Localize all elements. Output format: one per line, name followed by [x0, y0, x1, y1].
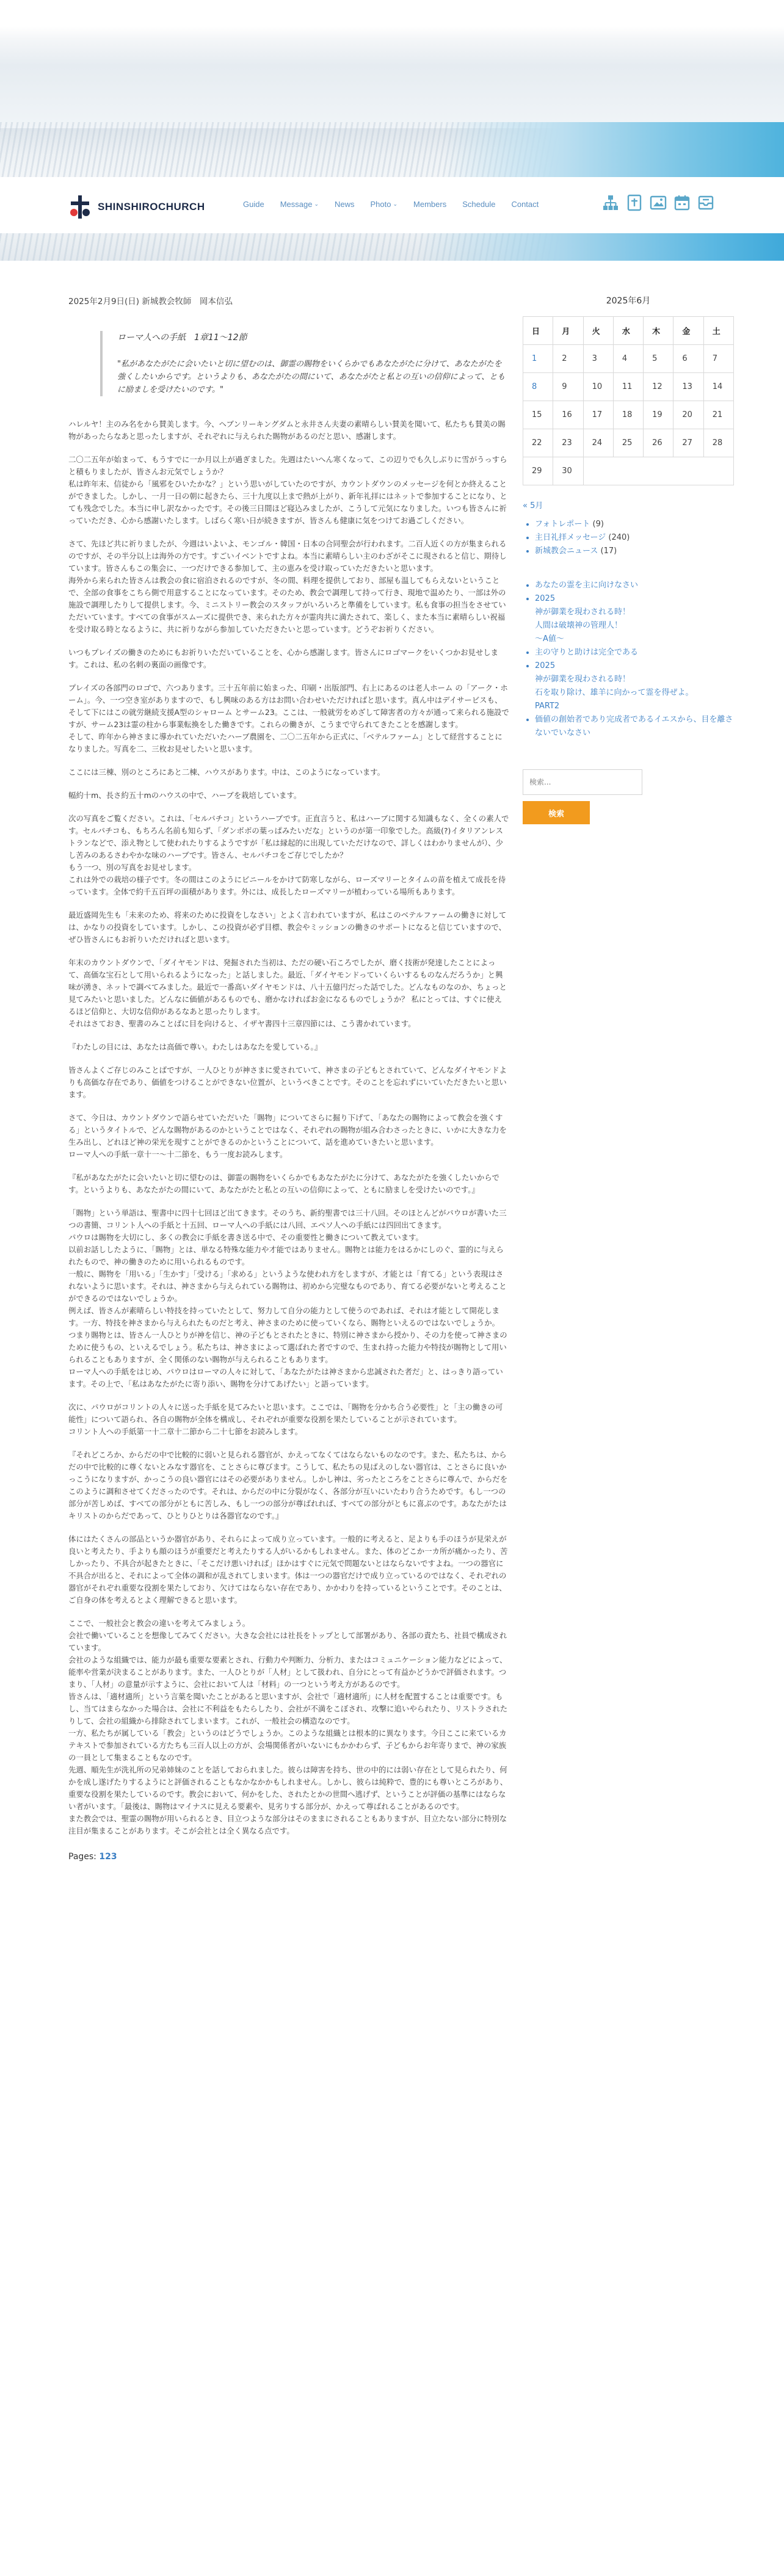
calendar-weekday: 土 [703, 317, 733, 345]
category-label: 主日礼拝メッセージ [535, 533, 606, 542]
article-paragraph: 幅約十m、長さ約五十mのハウスの中で、ハーブを栽培しています。 [68, 791, 302, 800]
nav-label: Contact [511, 200, 539, 209]
calendar-week [523, 429, 734, 457]
calendar-day: 5 [644, 345, 673, 373]
calendar-day: 28 [703, 429, 733, 457]
logo-text: SHINSHIROCHURCH [98, 201, 205, 212]
search-input[interactable] [523, 769, 642, 795]
calendar-weekday: 水 [613, 317, 643, 345]
nav-label: Message [280, 200, 313, 209]
article-paragraph: ここで、一般社会と教会の違いを考えてみましょう。 会社で働いていることを想像してみてください。大きな会社には社長をトップとして部署があり、各部の責たち、社員で構成されています。 会社のような組織では、能力が最も重要な要素とされ、行動力や判断力、分析力、またはコミュニケーション能力などによって、能率や営業が決まることがあります。また、一人ひとりが「人材」として扱われ、自分にとって有益かどうかで評価されます。つまり、「人材」の意量が示すように、会社において人は「材料」の一つという考え方があるのです。 皆さんは、「適材適所」という言葉を聞いたことがあると思いますが、会社で「適材適所」に人材を配置することは重要です。もし、当てはまらなかった場合は、会社に不利益をもたらしたり、会社が不満をこぼされ、攻撃に追いやられたり、リストラされたりして、会社の組織から排除されてしまいます。これが、一般社会の構造なのです。 一方、私たちが属している「教会」というのはどうでしょうか。このような組織とは根本的に異なります。今日ここに来ているカテキストで参加されている方たちも三百人以上の方が、会場関係者がいないにもかかわらず、子どもからお年寄りまで、神の家族の一員として集まることもなのです。 先週、順先生が洗礼所の兄弟姉妹のことを話しておられました。彼らは障害を持ち、世の中的には弱い存在として見られたり、何かを成し遂げたりするようにと評価されることもなかなかかもしれません。しかし、彼らは純粋で、豊的にも尊いところがあり、重要な役割を果たしているのです。教会において、何かをした、されたとかの世間へ逃げず、ということが評価の基準にはならない者がいます。「最後は、賜物はマイナスに見える要素や、見劣りする部分が、かえって尊ばれることがあるのです。 また教会では、聖霊の賜物が用いられるとき、目立つような部分はそのままにされることもありますが、目立たない部分に特別な注目が集まることがあります。そこが会社とは全く異なる点です。 [68, 1619, 508, 1835]
main-nav [243, 200, 539, 209]
search-button[interactable]: 検索 [523, 801, 590, 824]
article-paragraph: ハレルヤ！主のみ名をから賛美します。今、ヘブンリーキングダムと永井さん夫妻の素晴らしい賛美を聞いて、私たちも賛美の賜物があったらなあと思ったしますが、それぞれに与えられた賜物があるのだと思い、感謝します。 [68, 419, 506, 441]
calendar-week [523, 373, 734, 401]
header-bottom-sea [418, 233, 784, 261]
calendar-week [523, 401, 734, 429]
pagination [68, 1852, 509, 1862]
recent-post-link[interactable]: • 価値の創始者であり完成者であるイエスから、目を離さないでいなさい [535, 713, 734, 740]
recent-post-link[interactable]: • 2025 [535, 592, 734, 606]
article-paragraph: 皆さんよくご存じのみことばですが、一人ひとりが神さまに愛されていて、神さまの子どもとされていて、どんなダイヤモンドよりも高価な存在であり、価値をつけることができない位置が、というべきことです。そのことを忘れずにいていただきたいと思います。 [68, 1065, 507, 1099]
inbox-icon[interactable] [697, 194, 714, 211]
nav-label: Guide [243, 200, 264, 209]
calendar-weekday: 木 [644, 317, 673, 345]
article [68, 294, 509, 1862]
recent-posts-list [535, 579, 734, 740]
calendar-day: 17 [583, 401, 613, 429]
recent-post-link[interactable]: • 2025 [535, 659, 734, 673]
calendar-day-link[interactable]: 8 [523, 373, 553, 401]
page-links[interactable]: 123 [99, 1852, 117, 1862]
calendar-icon[interactable] [673, 194, 691, 211]
site-logo[interactable] [67, 194, 205, 220]
calendar-prev-month-link[interactable]: « 5月 [523, 501, 543, 510]
article-paragraph: 次の写真をご覧ください。これは、「セルパチコ」というハーブです。正直言うと、私はハーブに関する知識もなく、全くの素人です。セルパチコも、もちろん名前も知らず、「ダンボボの葉っぱみたいだな」というのが第一印象でした。高級(?)イタリアンレストランなどで、添え物として使われたりするようですが「私は縁起的に出現していただけなので、詳しくはわかりませんが）、少し苦みのあるさわやかな味のハーブです。皆さん、セルパチコをご存じでしたか？ もう一つ、別の写真をお見せします。 これは外での栽培の様子です。冬の間はこのようにビニールをかけて防寒しながら、ローズマリーとタイムの苗を植えて成長を待っています。全体で約千五百坪の面積があります。外には、成長したローズマリーが植わっている場所もあります。 [68, 814, 509, 896]
category-item[interactable] [535, 531, 734, 545]
nav-members[interactable] [413, 200, 446, 209]
nav-message[interactable] [280, 200, 319, 209]
calendar-day-link[interactable]: 1 [523, 345, 553, 373]
nav-label: News [335, 200, 355, 209]
pages-label: Pages: [68, 1852, 96, 1862]
org-chart-icon[interactable] [602, 194, 619, 211]
article-meta: 2025年2月9日(日) 新城教会牧師 岡本信弘 [68, 297, 233, 307]
calendar-caption: 2025年6月 [606, 296, 651, 306]
category-item[interactable] [535, 545, 734, 558]
nav-photo[interactable] [371, 200, 398, 209]
recent-post-link[interactable]: • あなたの霊を主に向けなさい [535, 579, 734, 592]
calendar-day: 3 [583, 345, 613, 373]
recent-post-link[interactable]: 〜A値〜 [535, 634, 564, 644]
sidebar [523, 294, 734, 824]
calendar-day: 10 [583, 373, 613, 401]
calendar-day: 23 [553, 429, 583, 457]
article-paragraph: 次に、パウロがコリントの人々に送った手紙を見てみたいと思います。ここでは、「賜物を分かち合う必要性」と「主の働きの可能性」について語られ、各自の賜物が全体を構成し、それぞれが重要な役割を果たしていることが示されています。 コリント人への手紙第一十二章十二節から二十七節をお読みします。 [68, 1402, 503, 1436]
calendar-day: 19 [644, 401, 673, 429]
recent-post-link[interactable]: 人間は破壊神の管理人！ [535, 621, 623, 630]
recent-post-link[interactable]: • 主の守りと助けは完全である [535, 646, 734, 659]
calendar-weekday: 月 [553, 317, 583, 345]
calendar-day: 20 [673, 401, 703, 429]
calendar-day: 18 [613, 401, 643, 429]
calendar-day: 6 [673, 345, 703, 373]
article-paragraph: 年末のカウントダウンで、「ダイヤモンドは、発掘された当初は、ただの硬い石ころでしたが、磨く技術が発達したことによって、高価な宝石として用いられるようになった」と話しました。最近、「ダイヤモンドっていくらいするものなんだろうか」と興味が湧き、ネットで調べてみました。最近で一番高いダイヤモンドは、八十五億円だった話でした。どんなものなのか、ちょっと見てみたいと思いました。どんなに価値があるものでも、磨かなければお金になるものでしょうか？ 私にとっては、すぐに使えるほど信仰と、大切な信仰があるなあと思ったりします。 それはさておき、聖書のみことばに目を向けると、イザヤ書四十三章四節には、こう書かれています。 [68, 958, 507, 1028]
calendar-day: 26 [644, 429, 673, 457]
calendar-day: 30 [553, 457, 583, 485]
header-bottom-band [0, 233, 784, 261]
category-list [535, 518, 734, 558]
calendar-day: 22 [523, 429, 553, 457]
search-form [523, 769, 734, 824]
nav-label: Photo [370, 200, 391, 209]
calendar-day: 11 [613, 373, 643, 401]
calendar [523, 316, 734, 485]
article-paragraph: 『それどころか、からだの中で比較的に弱いと見られる器官が、かえってなくてはならないものなのです。また、私たちは、からだの中で比較的に尊くないとみなす器官を、ことさらに尊びます。こうして、私たちの見ばえのしない器官は、ことさらに良いかっこうになりますが、かっこうの良い器官にはその必要がありません。しかし神は、劣ったところをことさらに尊んで、からだをこのように調和させてくださったのです。それは、からだの中に分裂がなく、各部分が互いにいたわり合うためです。もし一つの部分が苦しめば、すべての部分がともに苦しみ、もし一つの部分が尊ばれれば、すべての部分がともに喜ぶのです。あなたがたはキリストのからだであって、ひとりひとりは各器官なのです。』 [68, 1450, 508, 1520]
calendar-day: 7 [703, 345, 733, 373]
calendar-day: 16 [553, 401, 583, 429]
category-count: (17) [600, 546, 617, 556]
calendar-day: 12 [644, 373, 673, 401]
calendar-weekday-row [523, 317, 734, 345]
article-paragraph: 『わたしの目には、あなたは高価で尊い。わたしはあなたを愛している。』 [68, 1042, 322, 1051]
calendar-day: 24 [583, 429, 613, 457]
calendar-day: 13 [673, 373, 703, 401]
chevron-down-icon: ⌄ [393, 201, 398, 207]
scripture-quote [100, 331, 509, 396]
calendar-day: 2 [553, 345, 583, 373]
calendar-day: 4 [613, 345, 643, 373]
calendar-day: 15 [523, 401, 553, 429]
calendar-weekday: 日 [523, 317, 553, 345]
article-paragraph: 最近盛岡先生も「未来のため、将来のために投資をしなさい」とよく言われていますが、私はこのベテルファームの働きに対しては、かなりの投資をしています。しかし、この投資が必ず目標、教会やミッションの働きのサポートになると信じていますので、ぜひ皆さんにもお祈りいただければと思います。 [68, 910, 507, 944]
article-paragraph: さて、今日は、カウントダウンで語らせていただいた「賜物」についてさらに掘り下げて、「あなたの賜物によって教会を強くする」というタイトルで、どんな賜物があるのかということではなく、それぞれの賜物が組み合わさったときに、いかに大きな力を生み出し、どれほど神の栄光を現すことができるのかということについて、話を進めていきたいと思います。 ローマ人への手紙一章十一〜十二節を、もう一度お読みします。 [68, 1113, 507, 1159]
nav-label: Schedule [462, 200, 496, 209]
category-count: (9) [592, 520, 604, 529]
article-paragraph: プレイズの各部門のロゴで、六つあります。三十五年前に始まった、印刷・出版部門、右上にあるのは老人ホーム の「アーク・ホーム」。今、一つ空き室がありますので、もし興味のある方はお問い合わせいただければと思います。真ん中はデイサービスも、そして下にはこの就労継続支援A型のシャローム とサーム23。ここは、一般就労をめざして障害者の方々が通って来られる施設ですが、サーム23は霊の柱から事業転換をした働きです。これらの働きが、こうまで守られてきたことを感謝します。 そして、昨年から神さまに導かれていただいたハーブ農園を、二〇二五年から正式に、「ベテルファーム」として経営することになりました。写真を二、三枚お見せしたいと思います。 [68, 683, 509, 753]
category-label: フォトレポート [535, 520, 590, 529]
calendar-day: 27 [673, 429, 703, 457]
nav-news[interactable] [335, 200, 355, 209]
quote-title: ローマ人への手紙 1章11〜12節 [117, 333, 247, 343]
article-paragraph: さて、先ほど共に祈りましたが、今週はいよいよ、モンゴル・韓国・日本の合同聖会が行われます。二百人近くの方が集まられるのですが、その半分以上は海外の方です。すごいイベントですよね。本当に素晴らしい主のわざがそこに現されると信じ、期待しています。皆さんもこの集会に、一つだけできる参加して、主の恵みを受け取っていただきたいと思います。 海外から来られた皆さんは教会の食に宿泊されるのですが、冬の間、料理を提供しており、部屋も温してもらえないということで、全部の食事をこちら側で用意することになっています。そのため、教会で調理して持って行き、現地で温めたり、一部は外の施設で調理したりして提供します。今、ミニストリー教会のスタッフがいろいろと準備をしています。私も食事の担当をさせていただいています。すべての食事がスムーズに提供でき、来られた方々が霊肉共に満たされて、楽しく、また本当に素晴らしい祝福を受け取る時となるように、共に祈りながら参加していただきたいと思っています。どうぞお祈りください。 [68, 539, 507, 634]
calendar-weekday: 金 [673, 317, 703, 345]
calendar-weekday: 火 [583, 317, 613, 345]
nav-contact[interactable] [511, 200, 539, 209]
calendar-day: 9 [553, 373, 583, 401]
church-photo-icon[interactable] [650, 194, 667, 211]
recent-post-link[interactable]: 石を取り除け、雄羊に向かって霊を得ぜよ。 [535, 688, 694, 697]
calendar-day: 29 [523, 457, 553, 485]
category-count: (240) [608, 533, 630, 542]
calendar-day: 21 [703, 401, 733, 429]
quote-body: "私があなたがたに会いたいと切に望むのは、御霊の賜物をいくらかでもあなたがたに分けて、あなたがたを強くしたいからです。というよりも、あなたがたの間にいて、あなたがたと私との互いの信仰によって、ともに励ましを受けたいのです。" [117, 360, 506, 394]
article-paragraph: いつもプレイズの働きのためにもお祈りいただいていることを、心から感謝します。皆さんにロゴマークをいくつかお見せします。これは、私の名刺の裏面の画像です。 [68, 648, 499, 669]
header-background [0, 0, 784, 131]
calendar-week [523, 457, 734, 485]
chevron-down-icon: ⌄ [314, 201, 319, 207]
category-label: 新城教会ニュース [535, 546, 598, 556]
article-paragraph: 『私があなたがたに会いたいと切に望むのは、御霊の賜物をいくらかでもあなたがたに分けて、あなたがたを強くしたいからです。というよりも、あなたがたの間にいて、あなたがたと私との互いの信仰によって、ともに励ましを受けたいのです。』 [68, 1173, 499, 1194]
article-paragraph: 体にはたくさんの部品というか器官があり、それらによって成り立っています。一般的に考えると、足よりも手のほうが見栄えが良いと考えたり、手よりも顔のほうが重要だと考えたりする人がいるかもしれません。また、体のどこか一カ所が痛かったり、苦しかったり、不具合が起きたときに、「そこだけ悪いければ」ほかはすぐに元気で問題ないとはならないですよね。一つの器官に不具合が出ると、それによって全体の調和が乱されてしまいます。体は一つの器官だけで成り立っているのではなく、それぞれの器官がそれぞれ重要な役割を果たしており、欠けてはならない存在であり、かかわりを持っているということです。そのことは、ご自身の体を考えるとよく理解できると思います。 [68, 1534, 508, 1605]
category-item[interactable] [535, 518, 734, 531]
header-icon-links [602, 194, 714, 211]
article-body [68, 418, 509, 1837]
calendar-week [523, 345, 734, 373]
recent-post-link[interactable]: PART2 [535, 702, 560, 711]
recent-post-link[interactable]: 神が御業を現わされる時！ [535, 675, 631, 684]
article-paragraph: 「賜物」という単語は、聖書中に四十七回ほど出てきます。そのうち、新約聖書では三十八回。そのほとんどがパウロが書いた三つの書簡、コリント人への手紙と十五回、ローマ人への手紙には八回、エペソ人への手紙には四回出てきます。 パウロは賜物を大切にし、多くの教会に手紙を書き送る中で、その重要性と働きについて教えています。 以前お話ししたように、「賜物」とは、単なる特殊な能力や才能ではありません。賜物とは能力をはるかにしのぐ、霊的に与えられたもので、神の働きのために用いられるものです。 一般に、賜物を「用いる」「生かす」「受ける」「求める」というような使われ方をしますが、才能とは「育てる」という表現はされないように思います。それは、神さまから与えられている賜物は、初めから完璧なものであり、育てる必要がないと考えることができるのではないでしょうか。 例えば、皆さんが素晴らしい特技を持っていたとして、努力して自分の能力として使うのであれば、それは才能として開花します。一方、特技を神さまから与えられたものだと考え、神さまのために使っていくなら、賜物といえるのではないでしょうか。 つまり賜物とは、皆さん一人ひとりが神を信じ、神の子どもとされたときに、特別に神さまから授かり、その力を使って神さまのために使うもの、といえるでしょう。私たちは、神さまによって選ばれた者ですので、生まれ持った能力や特技が賜物として用いられることもありますが、全く関係のない賜物が与えられることもあります。 ローマ人への手紙をはじめ、パウロはローマの人々に対して、「あなたがたは神さまから忠誠された者だ」と、はっきり語っています。その上で、「私はあなたがたに寄り添い、賜物を分けてあげたい」と語っています。 [68, 1208, 507, 1388]
calendar-day: 25 [613, 429, 643, 457]
nav-guide[interactable] [243, 200, 264, 209]
article-paragraph: ここには三棟、別のところにあと二棟、ハウスがあります。中は、このようになっています。 [68, 767, 385, 777]
nav-schedule[interactable] [462, 200, 495, 209]
cross-document-icon[interactable] [626, 194, 643, 211]
logo-icon [67, 194, 93, 220]
calendar-empty-cell [583, 457, 733, 485]
calendar-day: 14 [703, 373, 733, 401]
nav-label: Members [413, 200, 447, 209]
recent-post-link[interactable]: 神が御業を現わされる時！ [535, 608, 631, 617]
article-paragraph: 二〇二五年が始まって、もうすでに一か月以上が過ぎました。先週はたいへん寒くなって、この辺りでも久しぶりに雪がうっすらと積もりましたが、皆さんお元気でしょうか？ 私は昨年末、信徒から「風邪をひいたかな？」という思いがしていたのですが、カウントダウンのメッセージを何とか終えることができました。しかし、一月一日の朝に起きたら、三十九度以上まで熱が上がり、新年礼拝にはネットで参加することになり、とても残念でした。本当に申し訳なかったです。その後三日間ほど寝込みましたが、こうして元気になりました。いつも皆さんに祈っていただき、心から感謝いたします。しばらく寒い日が続きますが、皆さんも健康に気をつけてお過ごしください。 [68, 455, 507, 525]
